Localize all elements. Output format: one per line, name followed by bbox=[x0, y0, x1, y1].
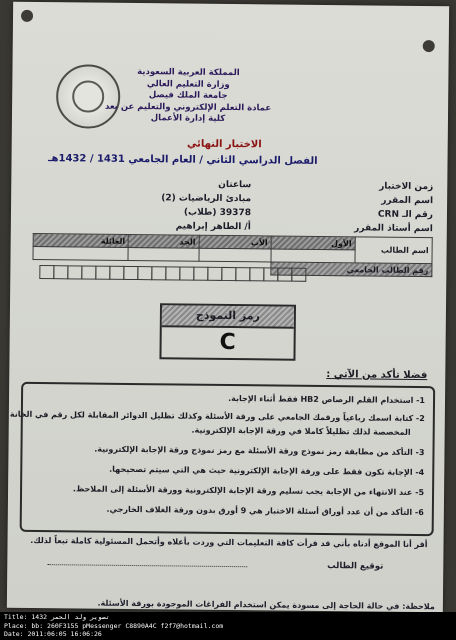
instruction-item: المخصصة لذلك تظليلاً كاملا في ورقة الإجابة الإلكترونية. bbox=[191, 425, 411, 437]
exam-paper bbox=[7, 2, 449, 613]
id-digit-cell[interactable] bbox=[277, 268, 292, 282]
value-instructor: أ/ الطاهر إبراهيم bbox=[175, 221, 251, 233]
header-line: المملكة العربية السعودية bbox=[137, 67, 240, 79]
id-digit-cell[interactable] bbox=[179, 266, 194, 280]
id-digit-cell[interactable] bbox=[53, 265, 68, 279]
instruction-item: 6- التأكد من أن عدد أوراق أسئلة الاختبار هي 9 أورق بدون ورقة الغلاف الخارجي. bbox=[106, 504, 424, 518]
id-digit-cell[interactable] bbox=[137, 266, 152, 280]
label-course: اسم المقرر bbox=[381, 195, 434, 207]
label-crn: رقم الـ CRN bbox=[377, 209, 434, 221]
instructions-title: فضلا تأكد من الآتي : bbox=[326, 369, 428, 382]
photo-place: Place: bb: 260F3155 pMessenger C8890A4C f2f7@hotmail.com bbox=[4, 621, 224, 630]
id-digit-cell[interactable] bbox=[81, 265, 96, 279]
punch-hole bbox=[21, 10, 33, 22]
model-code-box bbox=[159, 303, 296, 360]
label-instructor: اسم أستاذ المقرر bbox=[354, 223, 433, 235]
institution-header bbox=[78, 66, 299, 126]
label-duration: زمن الاختبار bbox=[379, 181, 434, 193]
exam-title: الاختبار النهائي bbox=[186, 138, 262, 151]
model-code-letter: C bbox=[219, 329, 236, 356]
id-digit-cell[interactable] bbox=[95, 266, 110, 280]
id-digit-cell[interactable] bbox=[165, 266, 180, 280]
value-course: مبادئ الرياضيات (2) bbox=[161, 193, 252, 205]
student-id-label: رقم الطالب الجامعي bbox=[271, 262, 432, 277]
id-digit-cell[interactable] bbox=[207, 267, 222, 281]
student-id-cells[interactable] bbox=[40, 265, 306, 282]
photo-title: Title: 1432 تصوير ولد الحمر bbox=[4, 613, 110, 621]
punch-hole bbox=[423, 40, 435, 52]
model-code-title: رمز النموذج bbox=[162, 305, 294, 328]
acknowledgement-text: أقر أنا الموقع أدناه بأني قد قرأت كافة التعليمات التي وردت بأعلاه وأتحمل المسئولية كاملة تبعاً لذلك. bbox=[30, 535, 428, 550]
photo-date: Date: 2011:06:05 16:06:26 bbox=[4, 630, 102, 638]
header-line: وزارة التعليم العالي bbox=[146, 78, 230, 90]
instruction-item: 1- استخدام القلم الرصاص HB2 فقط أثناء الإجابة. bbox=[228, 394, 426, 406]
instruction-item: 3- التأكد من مطابقة رمز نموذج ورقة الأسئلة مع رمز نموذج ورقة الإجابة الإلكترونية. bbox=[94, 444, 425, 458]
signature-line bbox=[47, 564, 247, 567]
value-duration: ساعتان bbox=[218, 179, 252, 191]
instruction-item: 5- عند الانتهاء من الإجابة يجب تسليم ورقة الإجابة الإلكترونية وورقة الأسئلة إلى الملاحظ. bbox=[72, 484, 425, 498]
id-digit-cell[interactable] bbox=[193, 267, 208, 281]
id-digit-cell[interactable] bbox=[123, 266, 138, 280]
instruction-item: 4- الإجابة تكون فقط على ورقة الإجابة الإلكترونية حيث هي التي سيتم تصحيحها. bbox=[109, 464, 425, 478]
id-digit-cell[interactable] bbox=[151, 266, 166, 280]
signature-label: توقيع الطالب bbox=[327, 561, 384, 572]
name-field-first[interactable] bbox=[271, 249, 355, 263]
column-father: الأب bbox=[199, 235, 271, 249]
name-field-father[interactable] bbox=[199, 248, 271, 262]
column-grandfather: الجد bbox=[129, 234, 199, 248]
id-digit-cell[interactable] bbox=[221, 267, 236, 281]
student-name-label: اسم الطالب bbox=[355, 237, 432, 264]
column-family: العائلة bbox=[33, 233, 129, 247]
column-first: الأول bbox=[271, 236, 355, 250]
id-digit-cell[interactable] bbox=[67, 265, 82, 279]
name-field-grandfather[interactable] bbox=[128, 247, 198, 261]
instructions-box bbox=[9, 382, 436, 536]
header-line: كلية إدارة الأعمال bbox=[150, 113, 226, 124]
exam-term: الفصل الدراسي الثاني / العام الجامعي 1431 / 1432هـ bbox=[48, 153, 318, 167]
id-digit-cell[interactable] bbox=[39, 265, 54, 279]
id-digit-cell[interactable] bbox=[249, 267, 264, 281]
value-crn: 39378 (طلاب) bbox=[183, 207, 252, 219]
header-line: جامعة الملك فيصل bbox=[148, 90, 228, 101]
note-text: ملاحظة: في حالة الحاجة إلى مسودة يمكن استخدام الفراغات الموجودة بورقة الأسئلة. bbox=[97, 598, 435, 612]
name-field-family[interactable] bbox=[33, 246, 129, 260]
id-digit-cell[interactable] bbox=[291, 268, 306, 282]
header-line: عمادة التعلم الإلكتروني والتعليم عن بعد bbox=[104, 101, 272, 113]
instruction-item: 2- كتابة اسمك رباعياً ورقمك الجامعي على ورقة الأسئلة وكذلك تظليل الدوائر المقابلة لكل رقم في الخانة bbox=[9, 409, 425, 424]
photo-metadata-bar bbox=[0, 612, 456, 640]
id-digit-cell[interactable] bbox=[109, 266, 124, 280]
id-digit-cell[interactable] bbox=[263, 267, 278, 281]
id-digit-cell[interactable] bbox=[235, 267, 250, 281]
